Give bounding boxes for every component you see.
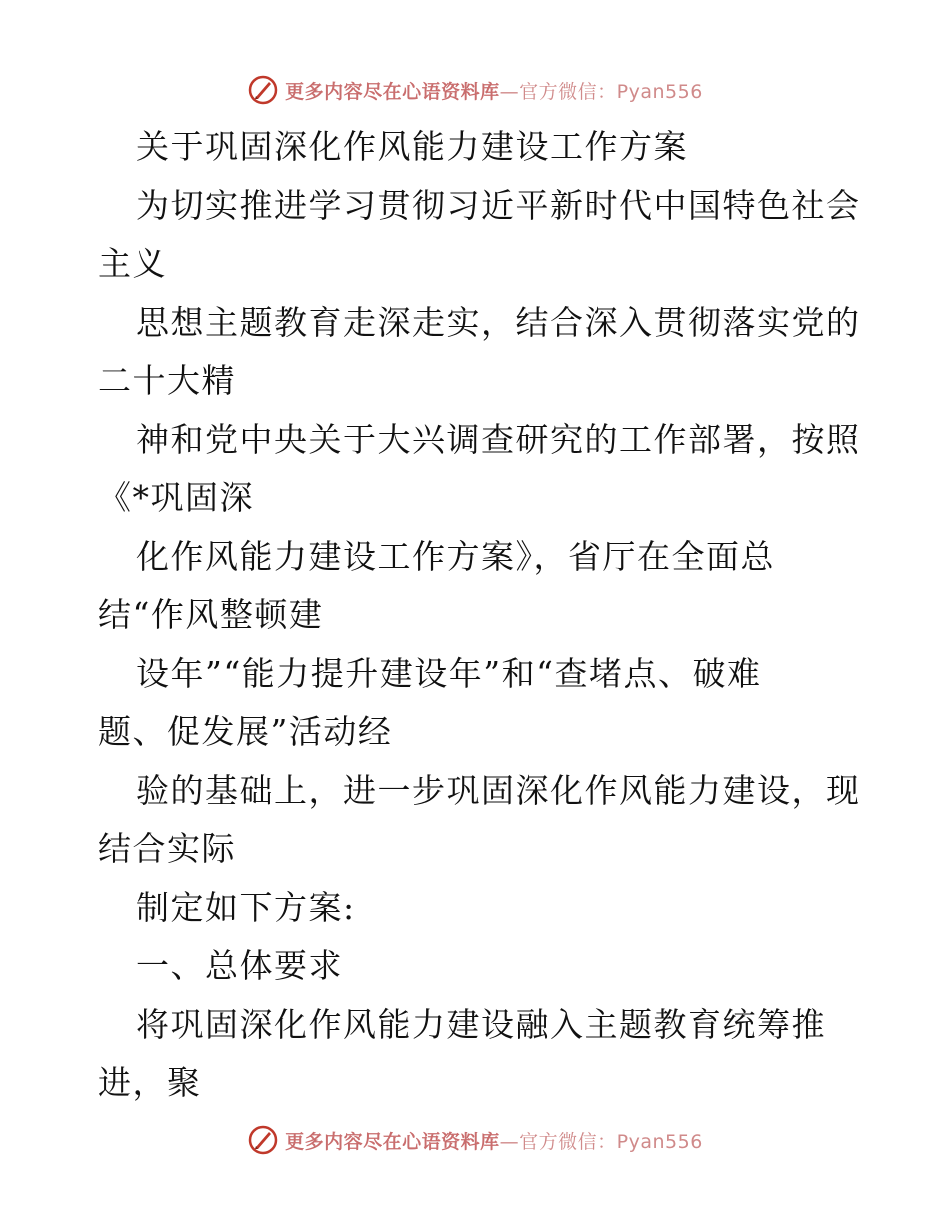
document-line: 关于巩固深化作风能力建设工作方案 [136,127,688,166]
document-line: 神和党中央关于大兴调查研究的工作部署，按照 [136,419,861,459]
document-line: 进，聚 [98,1063,202,1102]
document-line: 设年”“能力提升建设年”和“查堵点、破难 [136,653,762,693]
document-line: 结“作风整顿建 [98,595,324,634]
document-line: 思想主题教育走深走实，结合深入贯彻落实党的 [136,302,861,342]
watermark-text [285,1127,703,1154]
document-line: 为切实推进学习贯彻习近平新时代中国特色社会 [136,185,861,225]
footer-watermark [0,1120,950,1160]
document-line: 一、总体要求 [136,946,343,985]
watermark-wechat-text: 官方微信：Pyan556 [519,1130,703,1153]
document-line: 题、促发展”活动经 [98,712,393,751]
document-line: 《*巩固深 [98,478,254,517]
document-line: 化作风能力建设工作方案》，省厅在全面总 [136,536,775,576]
document-line: 结合实际 [98,829,236,868]
watermark-wechat-text: 官方微信：Pyan556 [519,80,703,103]
document-line: 主义 [98,244,167,283]
header-watermark [0,70,950,110]
watermark-dash: — [499,80,520,103]
watermark-text [285,77,703,104]
watermark-site-text: 更多内容尽在心语资料库 [285,80,500,103]
document-line: 将巩固深化作风能力建设融入主题教育统筹推 [136,1004,826,1044]
watermark-dash: — [499,1130,520,1153]
document-line: 二十大精 [98,361,236,400]
document-line: 制定如下方案: [136,887,356,927]
red-quill-logo-icon [247,1124,279,1156]
document-line: 验的基础上，进一步巩固深化作风能力建设，现 [136,770,861,810]
document-body [98,118,861,1113]
watermark-site-text: 更多内容尽在心语资料库 [285,1130,500,1153]
red-quill-logo-icon [247,74,279,106]
